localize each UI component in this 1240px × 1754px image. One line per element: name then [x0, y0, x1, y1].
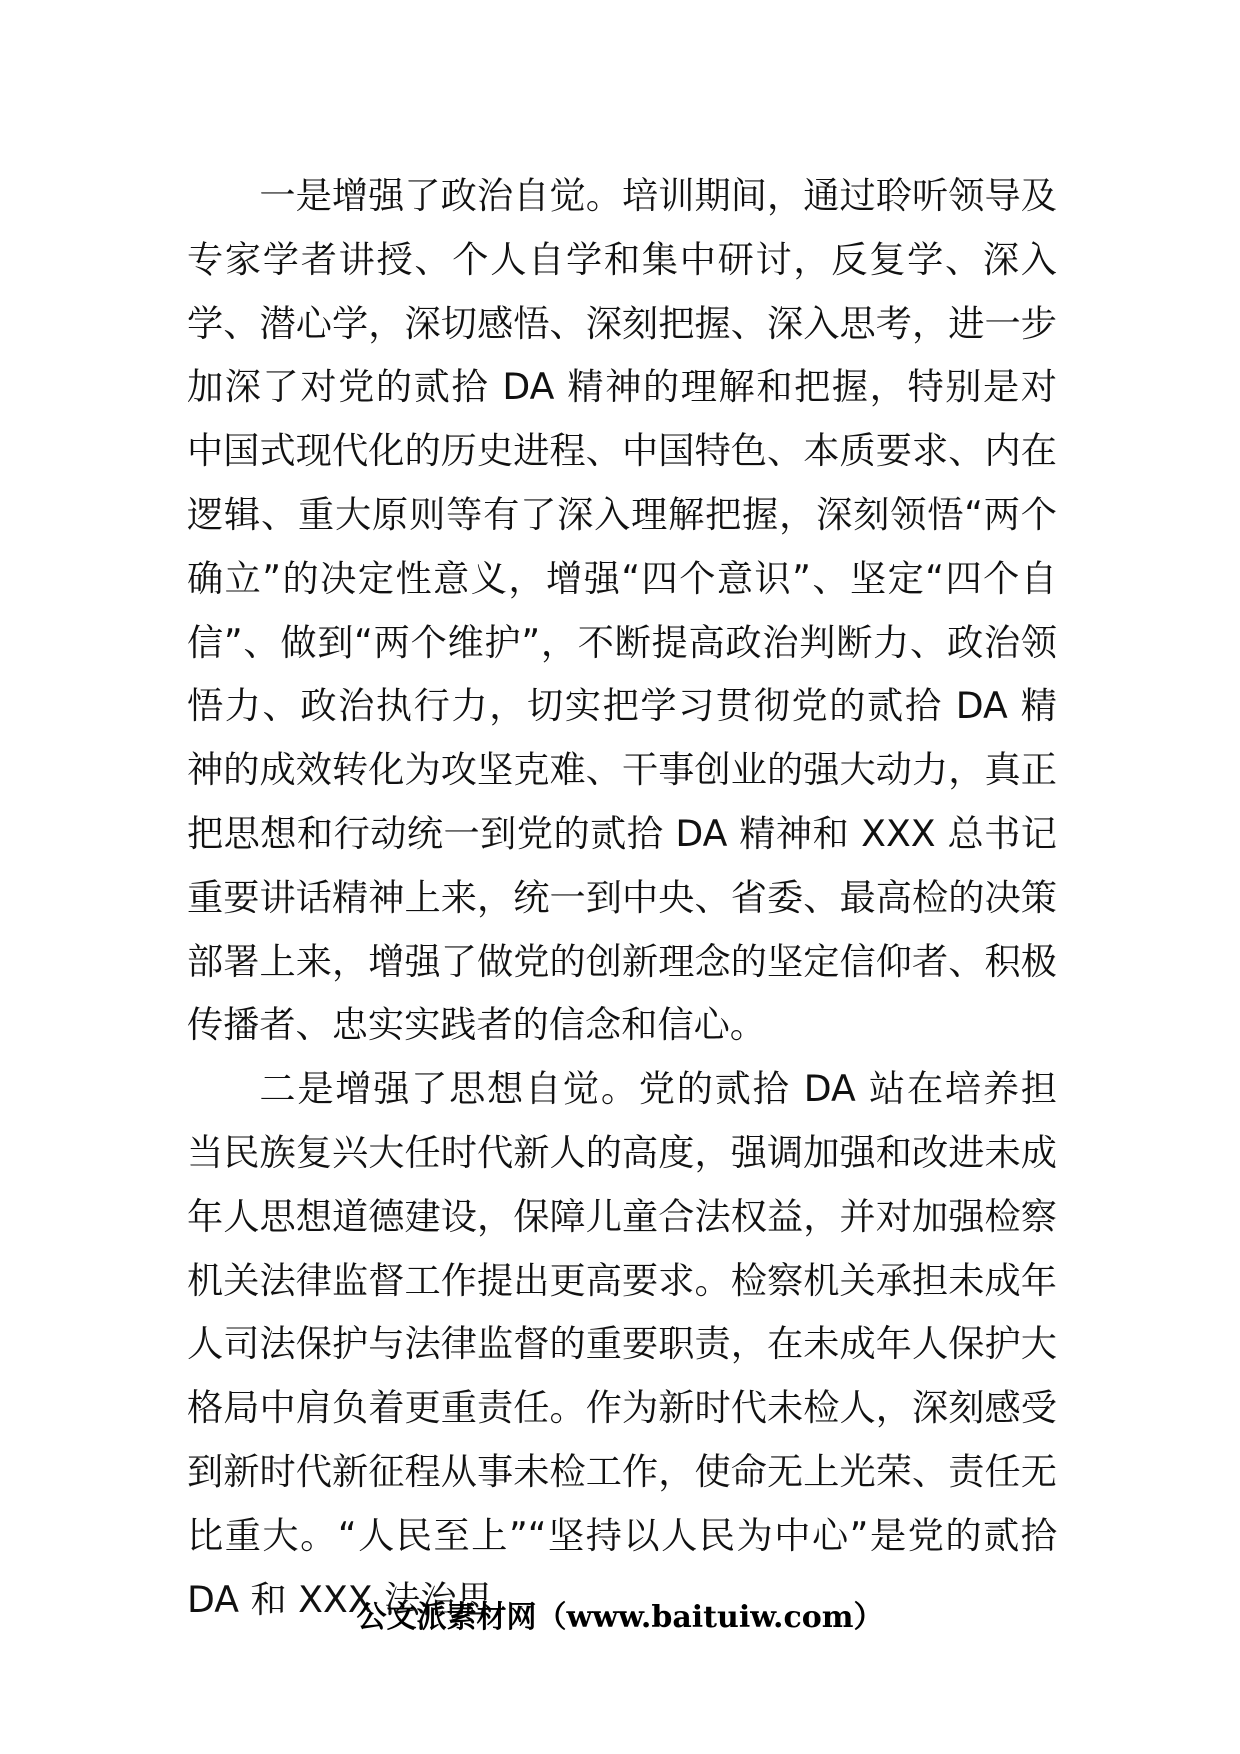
paragraph-ideological-awareness: 二是增强了思想自觉。党的贰拾 DA 站在培养担当民族复兴大任时代新人的高度，强调加强和改进未成年人思想道德建设，保障儿童合法权益，并对加强检察机关法律监督工作提出更高要求。检察机关承担未成年人司法保护与法律监督的重要职责，在未成年人保护大格局中肩负着更重责任。作为新时代未检人，深刻感受到新时代新征程从事未检工作，使命无上光荣、责任无比重大。“人民至上”“坚持以人民为中心”是党的贰拾 DA 和 XXX 法治思: [187, 1067, 1057, 1621]
document-body: [187, 164, 1057, 1631]
footer-watermark: 公文派素材网（www.baituiw.com）: [356, 1600, 884, 1635]
paragraph-political-awareness: 一是增强了政治自觉。培训期间，通过聆听领导及专家学者讲授、个人自学和集中研讨，反复学、深入学、潜心学，深切感悟、深刻把握、深入思考，进一步加深了对党的贰拾 DA 精神的理解和把握，特别是对中国式现代化的历史进程、中国特色、本质要求、内在逻辑、重大原则等有了深入理解把握，深刻领悟“两个确立”的决定性意义，增强“四个意识”、坚定“四个自信”、做到“两个维护”，不断提高政治判断力、政治领悟力、政治执行力，切实把学习贯彻党的贰拾 DA 精神的成效转化为攻坚克难、干事创业的强大动力，真正把思想和行动统一到党的贰拾 DA 精神和 XXX 总书记重要讲话精神上来，统一到中央、省委、最高检的决策部署上来，增强了做党的创新理念的坚定信仰者、积极传播者、忠实实践者的信念和信心。: [187, 174, 1057, 1047]
